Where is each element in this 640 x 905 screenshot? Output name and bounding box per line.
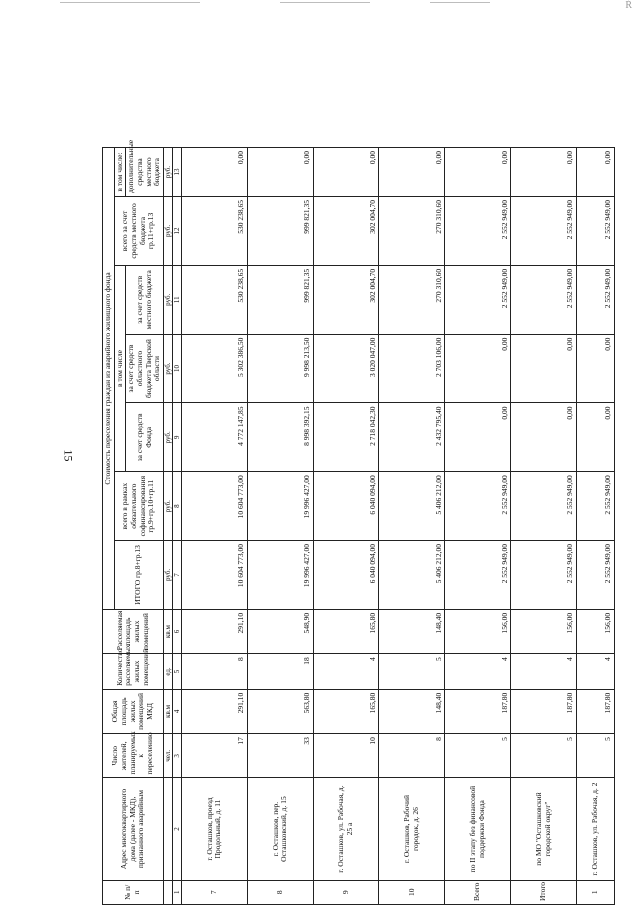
cell-address: по II этапу без финансовой поддержки Фонда xyxy=(445,778,511,880)
header-incl-mandatory: в том числе xyxy=(114,265,126,471)
unit-cell: руб. xyxy=(163,148,172,197)
cell-no: 8 xyxy=(247,880,313,904)
scan-artifact xyxy=(60,2,200,3)
cell-extra: 0,00 xyxy=(247,148,313,197)
unit-cell: чел. xyxy=(163,734,172,778)
scan-artifact xyxy=(430,2,490,3)
cell-residents: 10 xyxy=(313,734,379,778)
table-row xyxy=(247,148,313,905)
cell-fund: 2 432 795,40 xyxy=(379,403,445,472)
cell-fund: 4 772 147,85 xyxy=(181,403,247,472)
cell-total-area: 148,40 xyxy=(379,689,445,733)
cell-extra: 0,00 xyxy=(181,148,247,197)
cell-local: 2 552 949,00 xyxy=(577,265,615,334)
table-row xyxy=(181,148,247,905)
cell-residents: 8 xyxy=(379,734,445,778)
column-number-cell: 4 xyxy=(172,689,181,733)
column-number-cell: 11 xyxy=(172,265,181,334)
cell-total: 6 040 094,00 xyxy=(313,541,379,610)
cell-mandatory: 2 552 949,00 xyxy=(511,472,577,541)
column-number-cell: 8 xyxy=(172,472,181,541)
table-row xyxy=(313,148,379,905)
cell-total: 5 406 212,00 xyxy=(379,541,445,610)
header-cost-group: Стоимость переселения граждан из аварийного жилищного фонда xyxy=(103,148,115,610)
cell-rooms-area: 165,80 xyxy=(313,609,379,653)
cell-local: 999 821,35 xyxy=(247,265,313,334)
cell-mandatory: 5 406 212,00 xyxy=(379,472,445,541)
corner-mark: Ŕ xyxy=(625,0,632,11)
cell-no: 7 xyxy=(181,880,247,904)
cell-total: 2 552 949,00 xyxy=(577,541,615,610)
cell-rooms: 4 xyxy=(313,654,379,690)
cell-regional: 3 020 047,00 xyxy=(313,334,379,403)
cell-extra: 0,00 xyxy=(577,148,615,197)
cell-regional: 9 998 213,50 xyxy=(247,334,313,403)
scan-artifact xyxy=(280,2,370,3)
column-number-cell: 1 xyxy=(172,880,181,904)
cell-rooms: 4 xyxy=(577,654,615,690)
table-row xyxy=(445,148,511,905)
cell-no: 9 xyxy=(313,880,379,904)
cell-mandatory: 10 604 773,00 xyxy=(181,472,247,541)
cell-total-area: 563,80 xyxy=(247,689,313,733)
cell-local-total: 2 552 949,00 xyxy=(445,197,511,266)
cell-regional: 5 302 386,50 xyxy=(181,334,247,403)
cell-regional: 0,00 xyxy=(511,334,577,403)
cell-rooms-area: 291,10 xyxy=(181,609,247,653)
cell-address: г. Осташков, ул. Рабочая, д. 2 xyxy=(577,778,615,880)
header-rooms-area: Расселяемая площадь жилых помещений xyxy=(103,609,164,653)
cell-no: 1 xyxy=(577,880,615,904)
unit-cell: руб. xyxy=(163,541,172,610)
header-row-1 xyxy=(103,148,115,905)
cell-residents: 5 xyxy=(577,734,615,778)
units-row xyxy=(163,148,172,905)
table-row xyxy=(511,148,577,905)
column-number-cell: 6 xyxy=(172,609,181,653)
cell-rooms-area: 156,00 xyxy=(511,609,577,653)
cell-address: г. Осташков, пер. Осташковский, д. 15 xyxy=(247,778,313,880)
cell-total-area: 165,80 xyxy=(313,689,379,733)
cell-address: г. Осташков, проезд Продольный, д. 11 xyxy=(181,778,247,880)
table-body xyxy=(181,148,614,905)
cell-rooms: 5 xyxy=(379,654,445,690)
header-mandatory-total: всего в рамках обязательного софинансирования гр.9+гр.10+гр.11 xyxy=(114,472,163,541)
header-rooms-count: Количество расселяемых жилых помещений xyxy=(103,654,164,690)
header-total: ИТОГО гр.8+гр.13 xyxy=(114,541,163,610)
header-residents: Число жителей, планируемых к переселению xyxy=(103,734,164,778)
column-number-cell: 3 xyxy=(172,734,181,778)
cell-total: 2 552 949,00 xyxy=(445,541,511,610)
cell-local-total: 530 238,65 xyxy=(181,197,247,266)
cell-total: 10 604 773,00 xyxy=(181,541,247,610)
header-regional: за счет средств областного бюджета Тверской области xyxy=(126,334,164,403)
cell-mandatory: 2 552 949,00 xyxy=(445,472,511,541)
unit-cell xyxy=(163,778,172,880)
column-number-cell: 5 xyxy=(172,654,181,690)
header-local-total: всего за счет средств местного бюджета гр.11+гр.13 xyxy=(114,197,163,266)
column-number-cell: 13 xyxy=(172,148,181,197)
cell-fund: 0,00 xyxy=(577,403,615,472)
cell-total: 19 996 427,00 xyxy=(247,541,313,610)
cell-rooms-area: 148,40 xyxy=(379,609,445,653)
cell-extra: 0,00 xyxy=(511,148,577,197)
cell-address: г. Осташков, ул. Рабочая, д. 25 а xyxy=(313,778,379,880)
cell-rooms: 4 xyxy=(511,654,577,690)
cell-rooms: 8 xyxy=(181,654,247,690)
cell-residents: 5 xyxy=(445,734,511,778)
cell-local: 302 004,70 xyxy=(313,265,379,334)
cell-local: 2 552 949,00 xyxy=(511,265,577,334)
column-number-cell: 9 xyxy=(172,403,181,472)
cell-regional: 0,00 xyxy=(445,334,511,403)
header-address: Адрес многоквартирного дома (далее - МКД), признанного аварийным xyxy=(103,778,164,880)
cell-extra: 0,00 xyxy=(313,148,379,197)
cell-rooms: 18 xyxy=(247,654,313,690)
cell-total: 2 552 949,00 xyxy=(511,541,577,610)
unit-cell: руб. xyxy=(163,265,172,334)
unit-cell: руб. xyxy=(163,472,172,541)
cell-residents: 33 xyxy=(247,734,313,778)
cell-regional: 2 703 106,00 xyxy=(379,334,445,403)
header-total-area: Общая площадь жилых помещений МКД xyxy=(103,689,164,733)
cell-residents: 5 xyxy=(511,734,577,778)
cell-no: Всего xyxy=(445,880,511,904)
column-number-cell: 12 xyxy=(172,197,181,266)
cell-address: по МО "Осташковский городской округ" xyxy=(511,778,577,880)
cell-mandatory: 19 996 427,00 xyxy=(247,472,313,541)
header-no: № п/п xyxy=(103,880,164,904)
cell-total-area: 187,80 xyxy=(445,689,511,733)
cell-fund: 8 998 392,15 xyxy=(247,403,313,472)
table-row xyxy=(577,148,615,905)
unit-cell: ед. xyxy=(163,654,172,690)
cell-local-total: 2 552 949,00 xyxy=(577,197,615,266)
header-extra: дополнительные средства местного бюджета xyxy=(126,148,164,197)
cell-rooms-area: 548,90 xyxy=(247,609,313,653)
cell-no: Итого xyxy=(511,880,577,904)
cell-total-area: 187,80 xyxy=(577,689,615,733)
cell-rooms-area: 156,00 xyxy=(577,609,615,653)
cell-fund: 0,00 xyxy=(511,403,577,472)
cell-local-total: 302 004,70 xyxy=(313,197,379,266)
cell-local-total: 270 310,60 xyxy=(379,197,445,266)
column-numbers-row xyxy=(172,148,181,905)
cell-regional: 0,00 xyxy=(577,334,615,403)
cell-mandatory: 6 040 094,00 xyxy=(313,472,379,541)
cell-total-area: 291,10 xyxy=(181,689,247,733)
header-fund: за счет средств Фонда xyxy=(126,403,164,472)
cell-local: 530 238,65 xyxy=(181,265,247,334)
unit-cell: руб. xyxy=(163,403,172,472)
cell-address: г. Осташков, Рабочий городок, д. 26 xyxy=(379,778,445,880)
page-number: 15 xyxy=(61,449,76,462)
header-local: за счет средств местного бюджета xyxy=(126,265,164,334)
cell-mandatory: 2 552 949,00 xyxy=(577,472,615,541)
cell-residents: 17 xyxy=(181,734,247,778)
table-row xyxy=(379,148,445,905)
column-number-cell: 2 xyxy=(172,778,181,880)
cell-fund: 0,00 xyxy=(445,403,511,472)
cell-local-total: 2 552 949,00 xyxy=(511,197,577,266)
cell-total-area: 187,80 xyxy=(511,689,577,733)
cell-extra: 0,00 xyxy=(379,148,445,197)
column-number-cell: 10 xyxy=(172,334,181,403)
column-number-cell: 7 xyxy=(172,541,181,610)
cell-rooms-area: 156,00 xyxy=(445,609,511,653)
cell-rooms: 4 xyxy=(445,654,511,690)
cell-local: 2 552 949,00 xyxy=(445,265,511,334)
unit-cell: руб. xyxy=(163,334,172,403)
cell-local-total: 999 821,35 xyxy=(247,197,313,266)
cell-fund: 2 718 042,30 xyxy=(313,403,379,472)
unit-cell: кв.м xyxy=(163,609,172,653)
cell-extra: 0,00 xyxy=(445,148,511,197)
cell-local: 270 310,60 xyxy=(379,265,445,334)
unit-cell: руб. xyxy=(163,197,172,266)
cell-no: 10 xyxy=(379,880,445,904)
rotated-table-container xyxy=(102,139,615,905)
unit-cell: кв.м xyxy=(163,689,172,733)
unit-cell xyxy=(163,880,172,904)
header-incl-extra: в том числе: xyxy=(114,148,126,197)
resettlement-cost-table xyxy=(102,139,615,905)
